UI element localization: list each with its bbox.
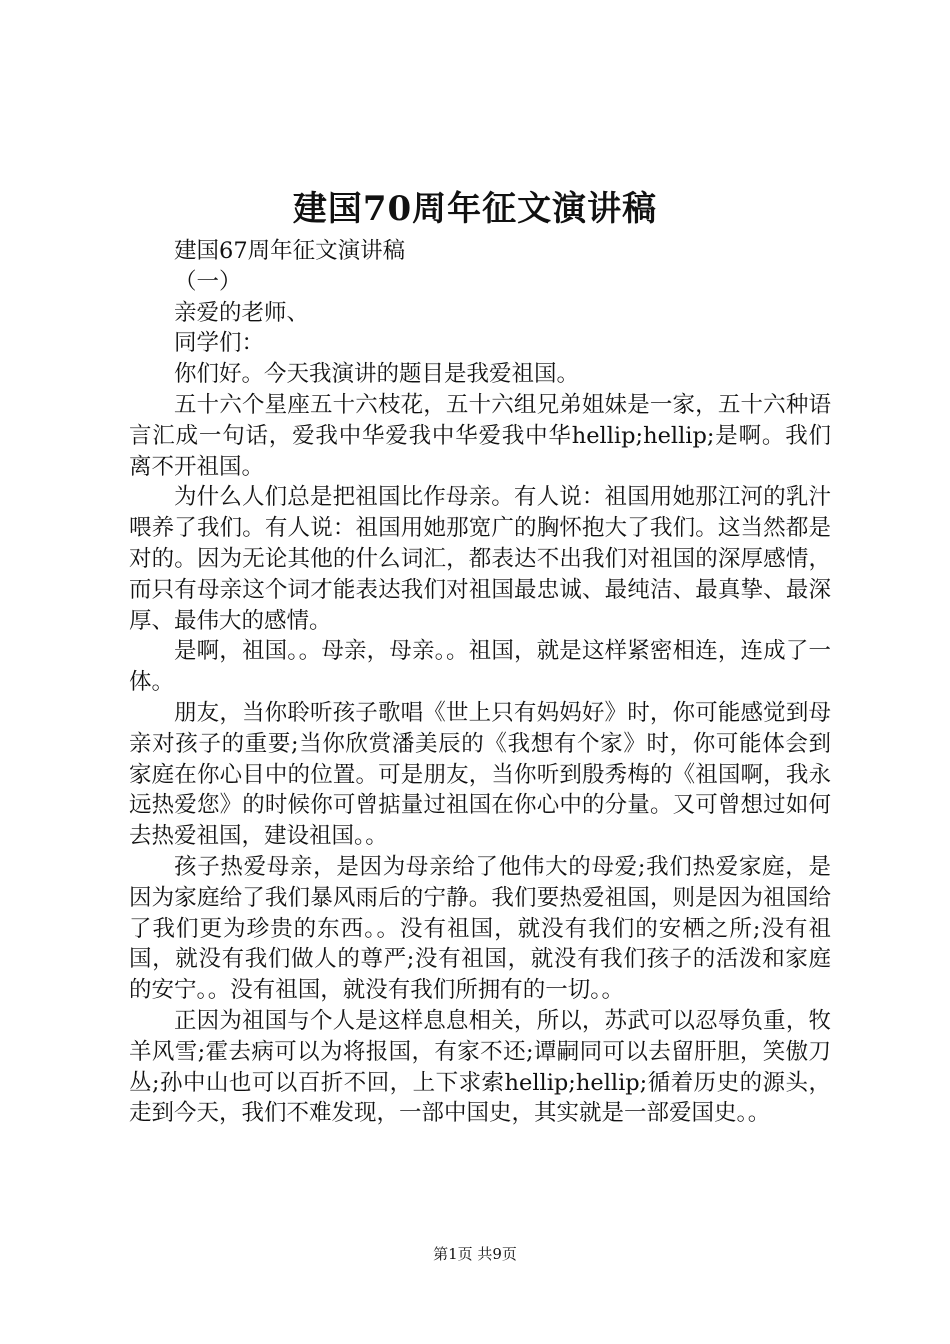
salutation-line-2: 同学们：: [174, 330, 265, 357]
body-paragraph: 正因为祖国与个人是这样息息相关，所以，苏武可以忍辱负重，牧羊风雪;霍去病可以为将报国，有家不还;谭嗣同可以去留肝胆，笑傲刀丛;孙中山也可以百折不回，上下求索hellip;hellip;循着历史的源头，走到今天，我们不难发现，一部中国史，其实就是一部爱国史。。: [129, 1007, 831, 1127]
body-paragraph: 为什么人们总是把祖国比作母亲。有人说：祖国用她那江河的乳汁喂养了我们。有人说：祖国用她那宽广的胸怀抱大了我们。这当然都是对的。因为无论其他的什么词汇，都表达不出我们对祖国的深厚感情，而只有母亲这个词才能表达我们对祖国最忠诚、最纯洁、最真挚、最深厚、最伟大的感情。: [129, 484, 831, 634]
body-paragraph: 朋友，当你聆听孩子歌唱《世上只有妈妈好》时，你可能感觉到母亲对孩子的重要;当你欣赏潘美辰的《我想有个家》时，你可能体会到家庭在你心目中的位置。可是朋友，当你听到殷秀梅的《祖国啊，我永远热爱您》的时候你可曾掂量过祖国在你心中的分量。又可曾想过如何去热爱祖国，建设祖国。。: [129, 699, 831, 850]
greeting-paragraph: 你们好。今天我演讲的题目是我爱祖国。: [174, 361, 580, 388]
document-title: 建国70周年征文演讲稿: [292, 189, 658, 229]
salutation-line-1: 亲爱的老师、: [174, 299, 310, 326]
body-paragraph: 是啊，祖国。。母亲，母亲。。祖国，就是这样紧密相连，连成了一体。: [129, 638, 831, 696]
section-number: （一）: [174, 268, 242, 295]
page-number-footer: 第1页 共9页: [433, 1245, 517, 1263]
document-body: [129, 236, 831, 1129]
body-paragraph: 孩子热爱母亲，是因为母亲给了他伟大的母爱;我们热爱家庭，是因为家庭给了我们暴风雨后的宁静。我们要热爱祖国，则是因为祖国给了我们更为珍贵的东西。。没有祖国，就没有我们的安栖之所;没有祖国，就没有我们做人的尊严;没有祖国，就没有我们孩子的活泼和家庭的安宁。。没有祖国，就没有我们所拥有的一切。。: [129, 853, 831, 1004]
subtitle-paragraph: 建国67周年征文演讲稿: [174, 238, 406, 264]
body-paragraph: 五十六个星座五十六枝花，五十六组兄弟姐妹是一家，五十六种语言汇成一句话，爱我中华爱我中华爱我中华hellip;hellip;是啊。我们离不开祖国。: [129, 391, 831, 480]
